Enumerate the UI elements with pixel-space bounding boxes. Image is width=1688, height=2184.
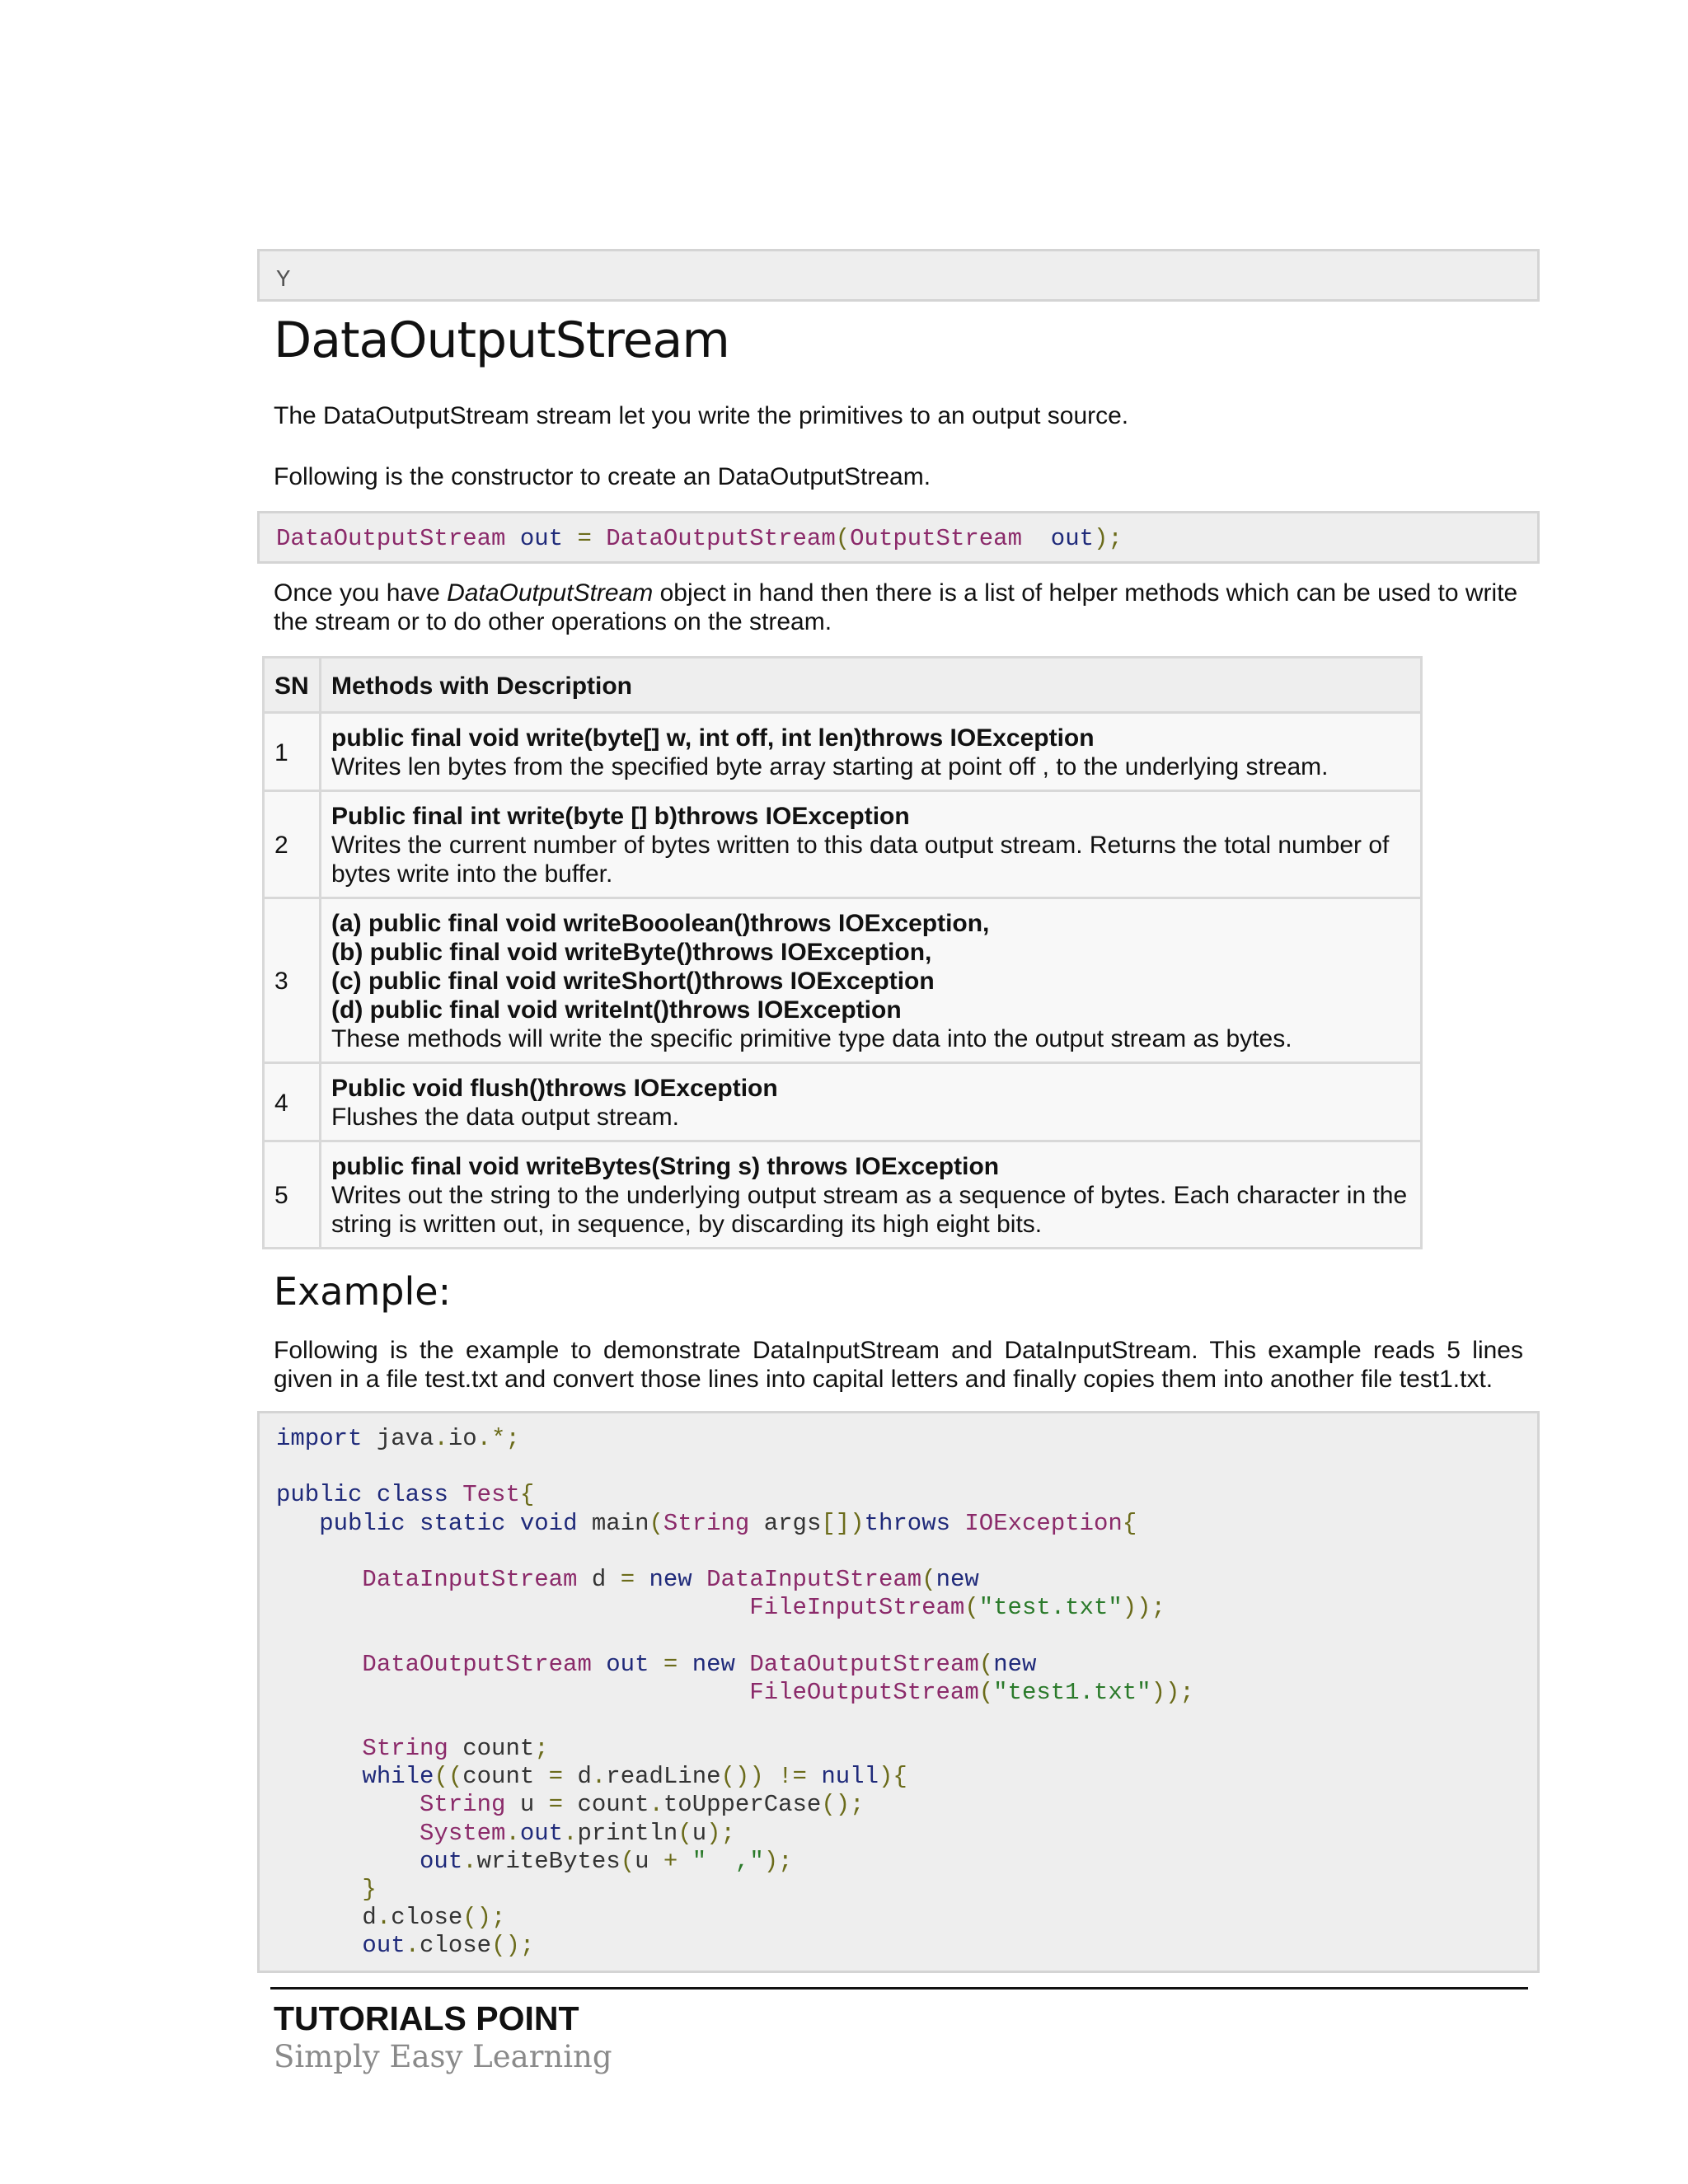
code-token: !=	[778, 1763, 807, 1791]
row-method-cell	[321, 713, 1422, 791]
helper-text-before: Once you have	[274, 579, 448, 607]
code-token: new	[993, 1650, 1037, 1678]
code-token: public	[276, 1481, 363, 1509]
code-token: =	[577, 525, 592, 552]
code-token: out	[591, 1650, 663, 1678]
code-token: {	[519, 1481, 535, 1509]
code-token: ));	[1151, 1678, 1194, 1706]
code-token: d	[577, 1565, 621, 1593]
code-token: );	[706, 1819, 735, 1847]
row-sn: 3	[264, 898, 321, 1063]
code-token: ;	[534, 1735, 549, 1763]
code-line	[276, 1679, 1537, 1707]
code-token: {	[1122, 1509, 1137, 1537]
method-description: Flushes the data output stream.	[331, 1104, 679, 1131]
code-token: void	[519, 1509, 578, 1537]
code-token: +	[663, 1847, 678, 1875]
method-signature: (a) public final void writeBooolean()throws IOException,	[331, 910, 990, 937]
code-line	[276, 1425, 1537, 1453]
code-token: (	[921, 1565, 936, 1593]
code-token: String	[663, 1509, 750, 1537]
code-line	[276, 1904, 1537, 1932]
code-token: DataOutputStream	[734, 1650, 979, 1678]
code-line	[276, 1510, 1537, 1538]
header-methods: Methods with Description	[321, 658, 1422, 713]
code-token: writeBytes	[476, 1847, 621, 1875]
helper-text-after: object in hand then there is a list of helper methods which can be used to write the stream or to do other operations on the stream.	[274, 579, 1518, 635]
code-token	[276, 1848, 420, 1875]
example-code-block	[257, 1411, 1540, 1973]
code-token: out	[362, 1932, 406, 1960]
code-line	[276, 1876, 1537, 1904]
code-token: );	[1094, 525, 1123, 552]
code-line	[276, 1538, 1537, 1566]
code-token: out	[420, 1847, 463, 1875]
method-description: These methods will write the specific primitive type data into the output stream as bytes.	[331, 1025, 1292, 1052]
method-signature: (d) public final void writeInt()throws IOException	[331, 996, 902, 1024]
code-token: .	[376, 1904, 392, 1932]
methods-table-row	[264, 713, 1422, 791]
code-token	[276, 1594, 749, 1621]
code-token: ));	[1122, 1594, 1165, 1622]
code-line	[276, 1735, 1537, 1763]
code-token: }	[362, 1876, 377, 1903]
code-token	[276, 1679, 749, 1706]
helper-methods-paragraph	[274, 579, 1523, 636]
code-token	[276, 1651, 362, 1678]
code-token: out	[519, 1819, 564, 1847]
code-token: .*;	[476, 1425, 520, 1452]
code-token: Test	[448, 1481, 520, 1509]
code-token: ();	[491, 1932, 535, 1960]
code-token: new	[649, 1565, 692, 1593]
code-token: (	[978, 1678, 994, 1706]
example-heading: Example:	[274, 1269, 452, 1314]
method-description: Writes out the string to the underlying output stream as a sequence of bytes. Each character in the string is written out, in sequence, by discarding its high eight bits.	[331, 1182, 1408, 1238]
code-token: =	[548, 1791, 564, 1819]
code-token: count	[462, 1763, 549, 1791]
code-token: =	[548, 1763, 564, 1791]
code-line	[276, 1481, 1537, 1509]
code-token	[807, 1763, 821, 1790]
code-token	[276, 1820, 420, 1847]
code-token: null	[821, 1763, 879, 1791]
code-token: FileOutputStream	[749, 1678, 979, 1706]
code-token: ())	[720, 1763, 764, 1791]
code-token: io	[448, 1425, 477, 1452]
code-token: " ,"	[678, 1847, 764, 1875]
row-sn: 1	[264, 713, 321, 791]
header-sn: SN	[264, 658, 321, 713]
code-token: DataOutputStream	[362, 1650, 592, 1678]
code-token: throws	[864, 1509, 950, 1537]
code-token: new	[692, 1650, 735, 1678]
method-signature: public final void write(byte[] w, int off, int len)throws IOException	[331, 724, 1095, 752]
code-token: OutputStream	[850, 525, 1022, 552]
intro-paragraph: The DataOutputStream stream let you write the primitives to an output source.	[274, 402, 1129, 429]
code-token	[276, 1510, 319, 1537]
methods-table	[262, 656, 1423, 1249]
code-token: .	[591, 1763, 607, 1791]
row-sn: 2	[264, 791, 321, 898]
methods-table-row	[264, 1063, 1422, 1141]
code-token: while	[362, 1763, 434, 1791]
row-sn: 5	[264, 1141, 321, 1249]
code-token: close	[391, 1904, 463, 1932]
code-token: close	[420, 1932, 492, 1960]
code-token	[406, 1510, 420, 1537]
code-token: main	[577, 1509, 649, 1537]
methods-table-header-row	[264, 658, 1422, 713]
footer-brand-tagline: Simply Easy Learning	[274, 2039, 612, 2074]
code-token: static	[420, 1509, 506, 1537]
code-token: (	[649, 1509, 663, 1537]
code-token: (	[964, 1594, 979, 1622]
code-token	[764, 1763, 778, 1790]
code-token: (	[678, 1819, 692, 1847]
code-token: u	[505, 1791, 549, 1819]
code-token: toUpperCase	[663, 1791, 822, 1819]
code-token: (	[620, 1847, 635, 1875]
footer-brand-title: TUTORIALS POINT	[274, 1999, 579, 2037]
method-signature: Public final int write(byte [] b)throws IOException	[331, 803, 910, 830]
code-token: .	[462, 1847, 477, 1875]
code-line	[276, 1707, 1537, 1735]
code-token: DataInputStream	[692, 1565, 922, 1593]
code-token: "test1.txt"	[993, 1678, 1151, 1706]
code-token	[276, 1791, 420, 1818]
code-token: (	[835, 525, 851, 552]
methods-table-row	[264, 1141, 1422, 1249]
code-token: u	[635, 1847, 663, 1875]
code-token: String	[362, 1735, 448, 1763]
code-snippet-top-text: Y	[276, 266, 291, 293]
code-token: =	[663, 1650, 678, 1678]
row-method-cell	[321, 898, 1422, 1063]
code-token: .	[405, 1932, 420, 1960]
constructor-intro-paragraph: Following is the constructor to create an DataOutputStream.	[274, 463, 931, 490]
helper-text-class-name: DataOutputStream	[447, 579, 654, 607]
method-description: Writes the current number of bytes written to this data output stream. Returns the total number of bytes write into the buffer.	[331, 832, 1390, 888]
code-token: .	[505, 1819, 520, 1847]
code-token	[276, 1763, 362, 1790]
code-token: println	[577, 1819, 678, 1847]
code-token: DataOutputStream	[276, 525, 506, 552]
code-token: .	[649, 1791, 663, 1819]
code-token: (	[978, 1650, 994, 1678]
code-token: out	[1021, 525, 1094, 552]
page-title: DataOutputStream	[274, 312, 729, 369]
code-token: ();	[821, 1791, 865, 1819]
code-line	[276, 1763, 1537, 1791]
row-sn: 4	[264, 1063, 321, 1141]
code-token: [])	[821, 1509, 865, 1537]
code-token	[635, 1566, 649, 1593]
code-token: DataInputStream	[362, 1565, 578, 1593]
code-token: ((	[434, 1763, 463, 1791]
code-token: ){	[879, 1763, 907, 1791]
code-token: u	[692, 1819, 707, 1847]
code-token: d	[563, 1763, 592, 1791]
row-method-cell	[321, 1141, 1422, 1249]
code-token: DataOutputStream	[591, 525, 836, 552]
code-token: .	[563, 1819, 578, 1847]
code-token: "test.txt"	[978, 1594, 1123, 1622]
code-token	[276, 1735, 362, 1762]
code-token: ();	[462, 1904, 506, 1932]
code-line	[276, 1791, 1537, 1819]
row-method-cell	[321, 791, 1422, 898]
code-token	[505, 1510, 519, 1537]
constructor-code-block	[257, 511, 1540, 564]
method-signature: public final void writeBytes(String s) throws IOException	[331, 1153, 1000, 1180]
code-line	[276, 1453, 1537, 1481]
code-token: class	[376, 1481, 448, 1509]
code-line	[276, 1566, 1537, 1594]
code-token	[276, 1904, 362, 1931]
footer-divider	[270, 1987, 1528, 1990]
code-token: System	[420, 1819, 506, 1847]
code-token: new	[935, 1565, 979, 1593]
code-token: readLine	[606, 1763, 721, 1791]
code-token: out	[505, 525, 578, 552]
method-description: Writes len bytes from the specified byte array starting at point off , to the underlying stream.	[331, 753, 1329, 780]
method-signature: (b) public final void writeByte()throws IOException,	[331, 939, 932, 966]
code-line	[276, 1820, 1537, 1848]
code-token: count	[563, 1791, 649, 1819]
code-token: d	[362, 1904, 377, 1932]
code-token: =	[620, 1565, 635, 1593]
code-token: args	[749, 1509, 822, 1537]
example-paragraph: Following is the example to demonstrate DataInputStream and DataInputStream. This example reads 5 lines given in a file test.txt and convert those lines into capital letters and finally copies them into another file test1.txt.	[274, 1337, 1523, 1393]
code-token	[276, 1566, 362, 1593]
method-signature: Public void flush()throws IOException	[331, 1075, 778, 1102]
code-token	[276, 1932, 362, 1959]
code-token: IOException	[950, 1509, 1123, 1537]
row-method-cell	[321, 1063, 1422, 1141]
methods-table-row	[264, 898, 1422, 1063]
code-snippet-top	[257, 249, 1540, 302]
methods-table-row	[264, 791, 1422, 898]
code-line	[276, 1932, 1537, 1960]
code-token	[678, 1651, 692, 1678]
code-line	[276, 1848, 1537, 1876]
code-token: java	[362, 1425, 434, 1452]
code-token: );	[763, 1847, 793, 1875]
method-signature: (c) public final void writeShort()throws IOException	[331, 968, 935, 995]
code-token: FileInputStream	[749, 1594, 965, 1622]
code-token	[276, 1876, 362, 1903]
code-token: import	[276, 1425, 363, 1452]
code-line	[276, 1651, 1537, 1679]
code-token: .	[434, 1425, 448, 1452]
code-token: count	[448, 1735, 535, 1763]
code-line	[276, 1594, 1537, 1622]
code-token: public	[319, 1509, 406, 1537]
code-token: String	[420, 1791, 506, 1819]
code-line	[276, 1622, 1537, 1650]
code-token	[362, 1481, 376, 1508]
